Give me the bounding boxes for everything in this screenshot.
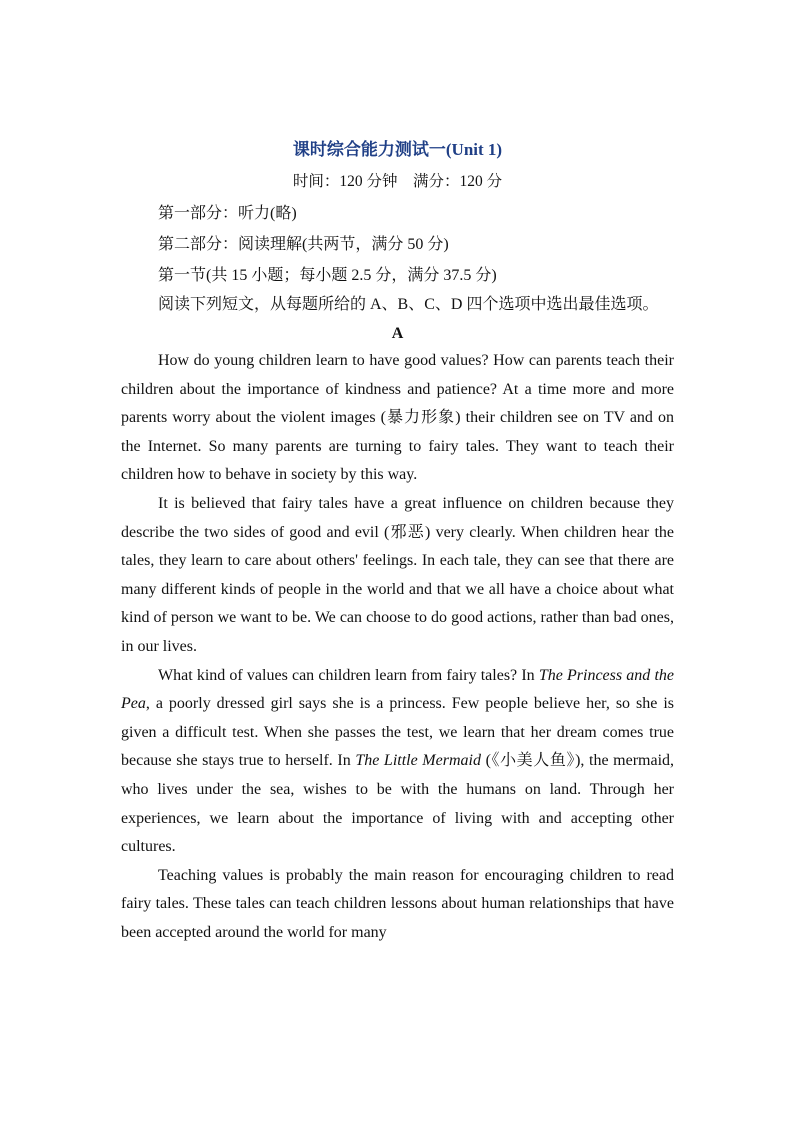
paragraph-1: How do young children learn to have good values? How can parents teach their children about the importance of kindness and patience? At a time more and more parents worry about the violent images (暴力形象) their children see on TV and on the Internet. So many parents are turning to fairy tales. They want to teach their children how to behave in society by this way. xyxy=(121,352,674,484)
book-title-princess: The Princess and the Pea xyxy=(121,666,675,713)
section1-heading: 第一节(共 15 小题；每小题 2.5 分，满分 37.5 分) xyxy=(158,267,497,284)
paragraph-4: Teaching values is probably the main reason for encouraging children to read fairy tales. These tales can teach children lessons about human relationships that have been accepted around the world for many xyxy=(121,866,674,941)
time-limit: 时间：120 分钟 满分：120 分 xyxy=(292,173,503,190)
paragraph-3-part-c: (《小美人鱼》), the mermaid, who lives under the sea, wishes to be with the humans on land. Through her experiences, we learn about the importance of living with and accepting other cultures. xyxy=(121,752,675,856)
passage-label: A xyxy=(391,325,404,342)
paragraph-3 xyxy=(121,662,674,862)
part2-heading: 第二部分：阅读理解(共两节，满分 50 分) xyxy=(158,236,449,253)
paragraph-3-part-b: , a poorly dressed girl says she is a princess. Few people believe her, so she is given a difficult test. When she passes the test, we learn that her dream comes true because she stays true to herself. In xyxy=(121,695,674,770)
paragraph-2: It is believed that fairy tales have a great influence on children because they describe the two sides of good and evil (邪恶) very clearly. When children hear the tales, they learn to care about others' feelings. In each tale, they can see that there are many different kinds of people in the world and that we all have a choice about what kind of person we want to be. We can choose to do good actions, rather than bad ones, in our lives. xyxy=(121,494,674,655)
book-title-mermaid: The Little Mermaid xyxy=(355,752,481,770)
part1-heading: 第一部分：听力(略) xyxy=(158,205,297,222)
page-title: 课时综合能力测试一(Unit 1) xyxy=(292,140,503,159)
paragraph-3-part-a: What kind of values can children learn from fairy tales? In xyxy=(158,666,539,684)
instruction-text: 阅读下列短文，从每题所给的 A、B、C、D 四个选项中选出最佳选项。 xyxy=(158,296,659,313)
document-page xyxy=(121,138,674,947)
